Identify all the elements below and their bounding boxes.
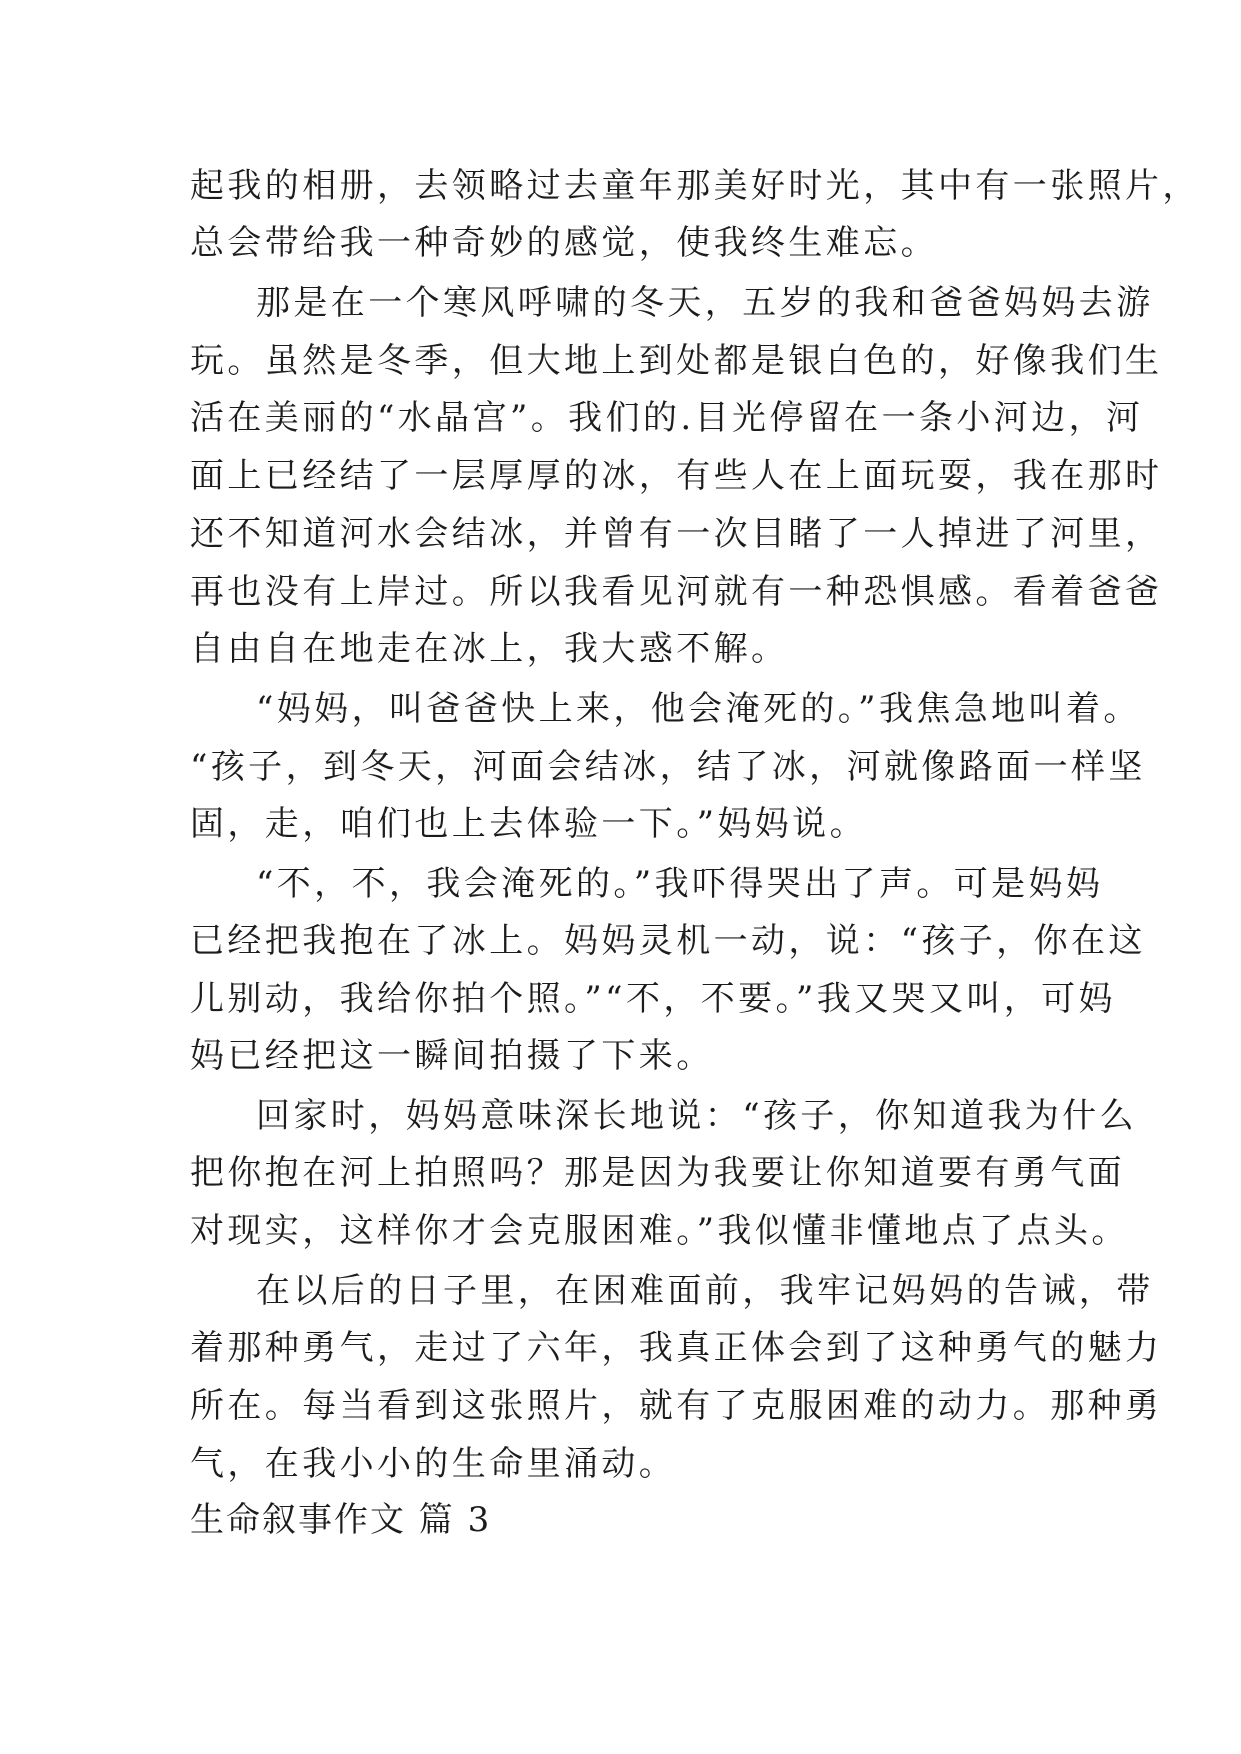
text-line: 对现实，这样你才会克服困难。”我似懂非懂地点了点头。 [190,1211,1129,1251]
text-line: 已经把我抱在了冰上。妈妈灵机一动，说：“孩子，你在这 [190,921,1146,961]
text-line: 着那种勇气，走过了六年，我真正体会到了这种勇气的魅力 [190,1328,1163,1368]
text-line: “孩子，到冬天，河面会结冰，结了冰，河就像路面一样坚 [190,747,1146,787]
paragraph-first-line: “不，不，我会淹死的。”我吓得哭出了声。可是妈妈 [256,864,1104,904]
paragraph-first-line: 回家时，妈妈意味深长地说：“孩子，你知道我为什么 [256,1096,1137,1136]
paragraph-first-line: “妈妈，叫爸爸快上来，他会淹死的。”我焦急地叫着。 [256,689,1141,729]
text-line: 儿别动，我给你拍个照。”“不，不要。”我又哭又叫，可妈 [190,979,1116,1019]
text-line: 面上已经结了一层厚厚的冰，有些人在上面玩耍，我在那时 [190,456,1163,496]
text-line: 自由自在地走在冰上，我大惑不解。 [190,629,789,669]
section-heading: 生命叙事作文 篇 3 [190,1500,492,1540]
text-line: 再也没有上岸过。所以我看见河就有一种恐惧感。看着爸爸 [190,572,1163,612]
text-line: 起我的相册，去领略过去童年那美好时光，其中有一张照片， [190,166,1200,206]
paragraph-first-line: 那是在一个寒风呼啸的冬天，五岁的我和爸爸妈妈去游 [256,283,1154,323]
text-line: 把你抱在河上拍照吗？那是因为我要让你知道要有勇气面 [190,1153,1125,1193]
paragraph-first-line: 在以后的日子里，在困难面前，我牢记妈妈的告诫，带 [256,1271,1154,1311]
text-line: 总会带给我一种奇妙的感觉，使我终生难忘。 [190,223,938,263]
text-line: 玩。虽然是冬季，但大地上到处都是银白色的，好像我们生 [190,341,1163,381]
text-line: 还不知道河水会结冰，并曾有一次目睹了一人掉进了河里， [190,514,1163,554]
text-line: 气，在我小小的生命里涌动。 [190,1444,677,1484]
text-line: 固，走，咱们也上去体验一下。”妈妈说。 [190,804,867,844]
text-line: 妈已经把这一瞬间拍摄了下来。 [190,1036,714,1076]
text-line: 所在。每当看到这张照片，就有了克服困难的动力。那种勇 [190,1386,1163,1426]
text-line: 活在美丽的“水晶宫”。我们的.目光停留在一条小河边，河 [190,398,1144,438]
